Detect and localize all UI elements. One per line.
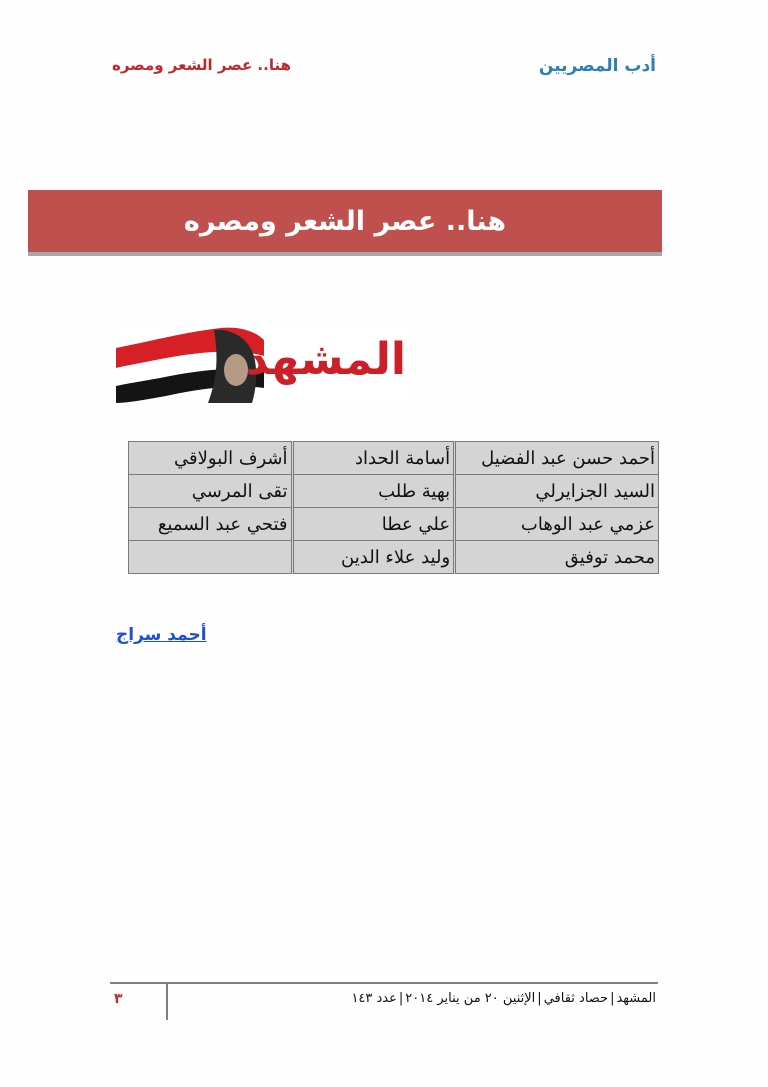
table-row bbox=[129, 508, 659, 541]
table-cell: بهية طلب bbox=[292, 475, 455, 508]
almashhad-logo bbox=[116, 326, 408, 403]
article-title: هنا.. عصر الشعر ومصره bbox=[183, 205, 507, 237]
table-cell: وليد علاء الدين bbox=[292, 541, 455, 574]
table-cell: أشرف البولاقي bbox=[129, 442, 293, 475]
table-cell: السيد الجزايرلي bbox=[455, 475, 659, 508]
table-cell: محمد توفيق bbox=[455, 541, 659, 574]
table-cell: أسامة الحداد bbox=[292, 442, 455, 475]
table-cell: تقى المرسي bbox=[129, 475, 293, 508]
footer-publication: المشهد bbox=[616, 991, 656, 1006]
footer-divider bbox=[110, 982, 658, 984]
article-title-banner bbox=[28, 190, 662, 256]
footer-page-divider bbox=[166, 984, 168, 1020]
page-number: ٣ bbox=[114, 991, 123, 1007]
table-cell bbox=[129, 541, 293, 574]
table-row bbox=[129, 541, 659, 574]
table-cell: أحمد حسن عبد الفضيل bbox=[455, 442, 659, 475]
footer-issue: عدد ١٤٣ bbox=[351, 991, 397, 1006]
table-row bbox=[129, 442, 659, 475]
running-header-section: أدب المصريين bbox=[538, 56, 656, 76]
running-header-title: هنا.. عصر الشعر ومصره bbox=[112, 56, 291, 74]
footer-info: المشهد|حصاد ثقافي|الإثنين ٢٠ من يناير ٢٠١٤|عدد ١٤٣ bbox=[351, 991, 656, 1006]
footer-section: حصاد ثقافي bbox=[543, 991, 609, 1006]
table-cell: عزمي عبد الوهاب bbox=[455, 508, 659, 541]
footer-date: الإثنين ٢٠ من يناير ٢٠١٤ bbox=[405, 991, 536, 1006]
table-row bbox=[129, 475, 659, 508]
names-table bbox=[128, 441, 659, 574]
table-cell: علي عطا bbox=[292, 508, 455, 541]
table-cell: فتحي عبد السميع bbox=[129, 508, 293, 541]
author-link[interactable]: أحمد سراج bbox=[116, 625, 207, 645]
logo-wordmark: المشهد bbox=[245, 334, 406, 385]
